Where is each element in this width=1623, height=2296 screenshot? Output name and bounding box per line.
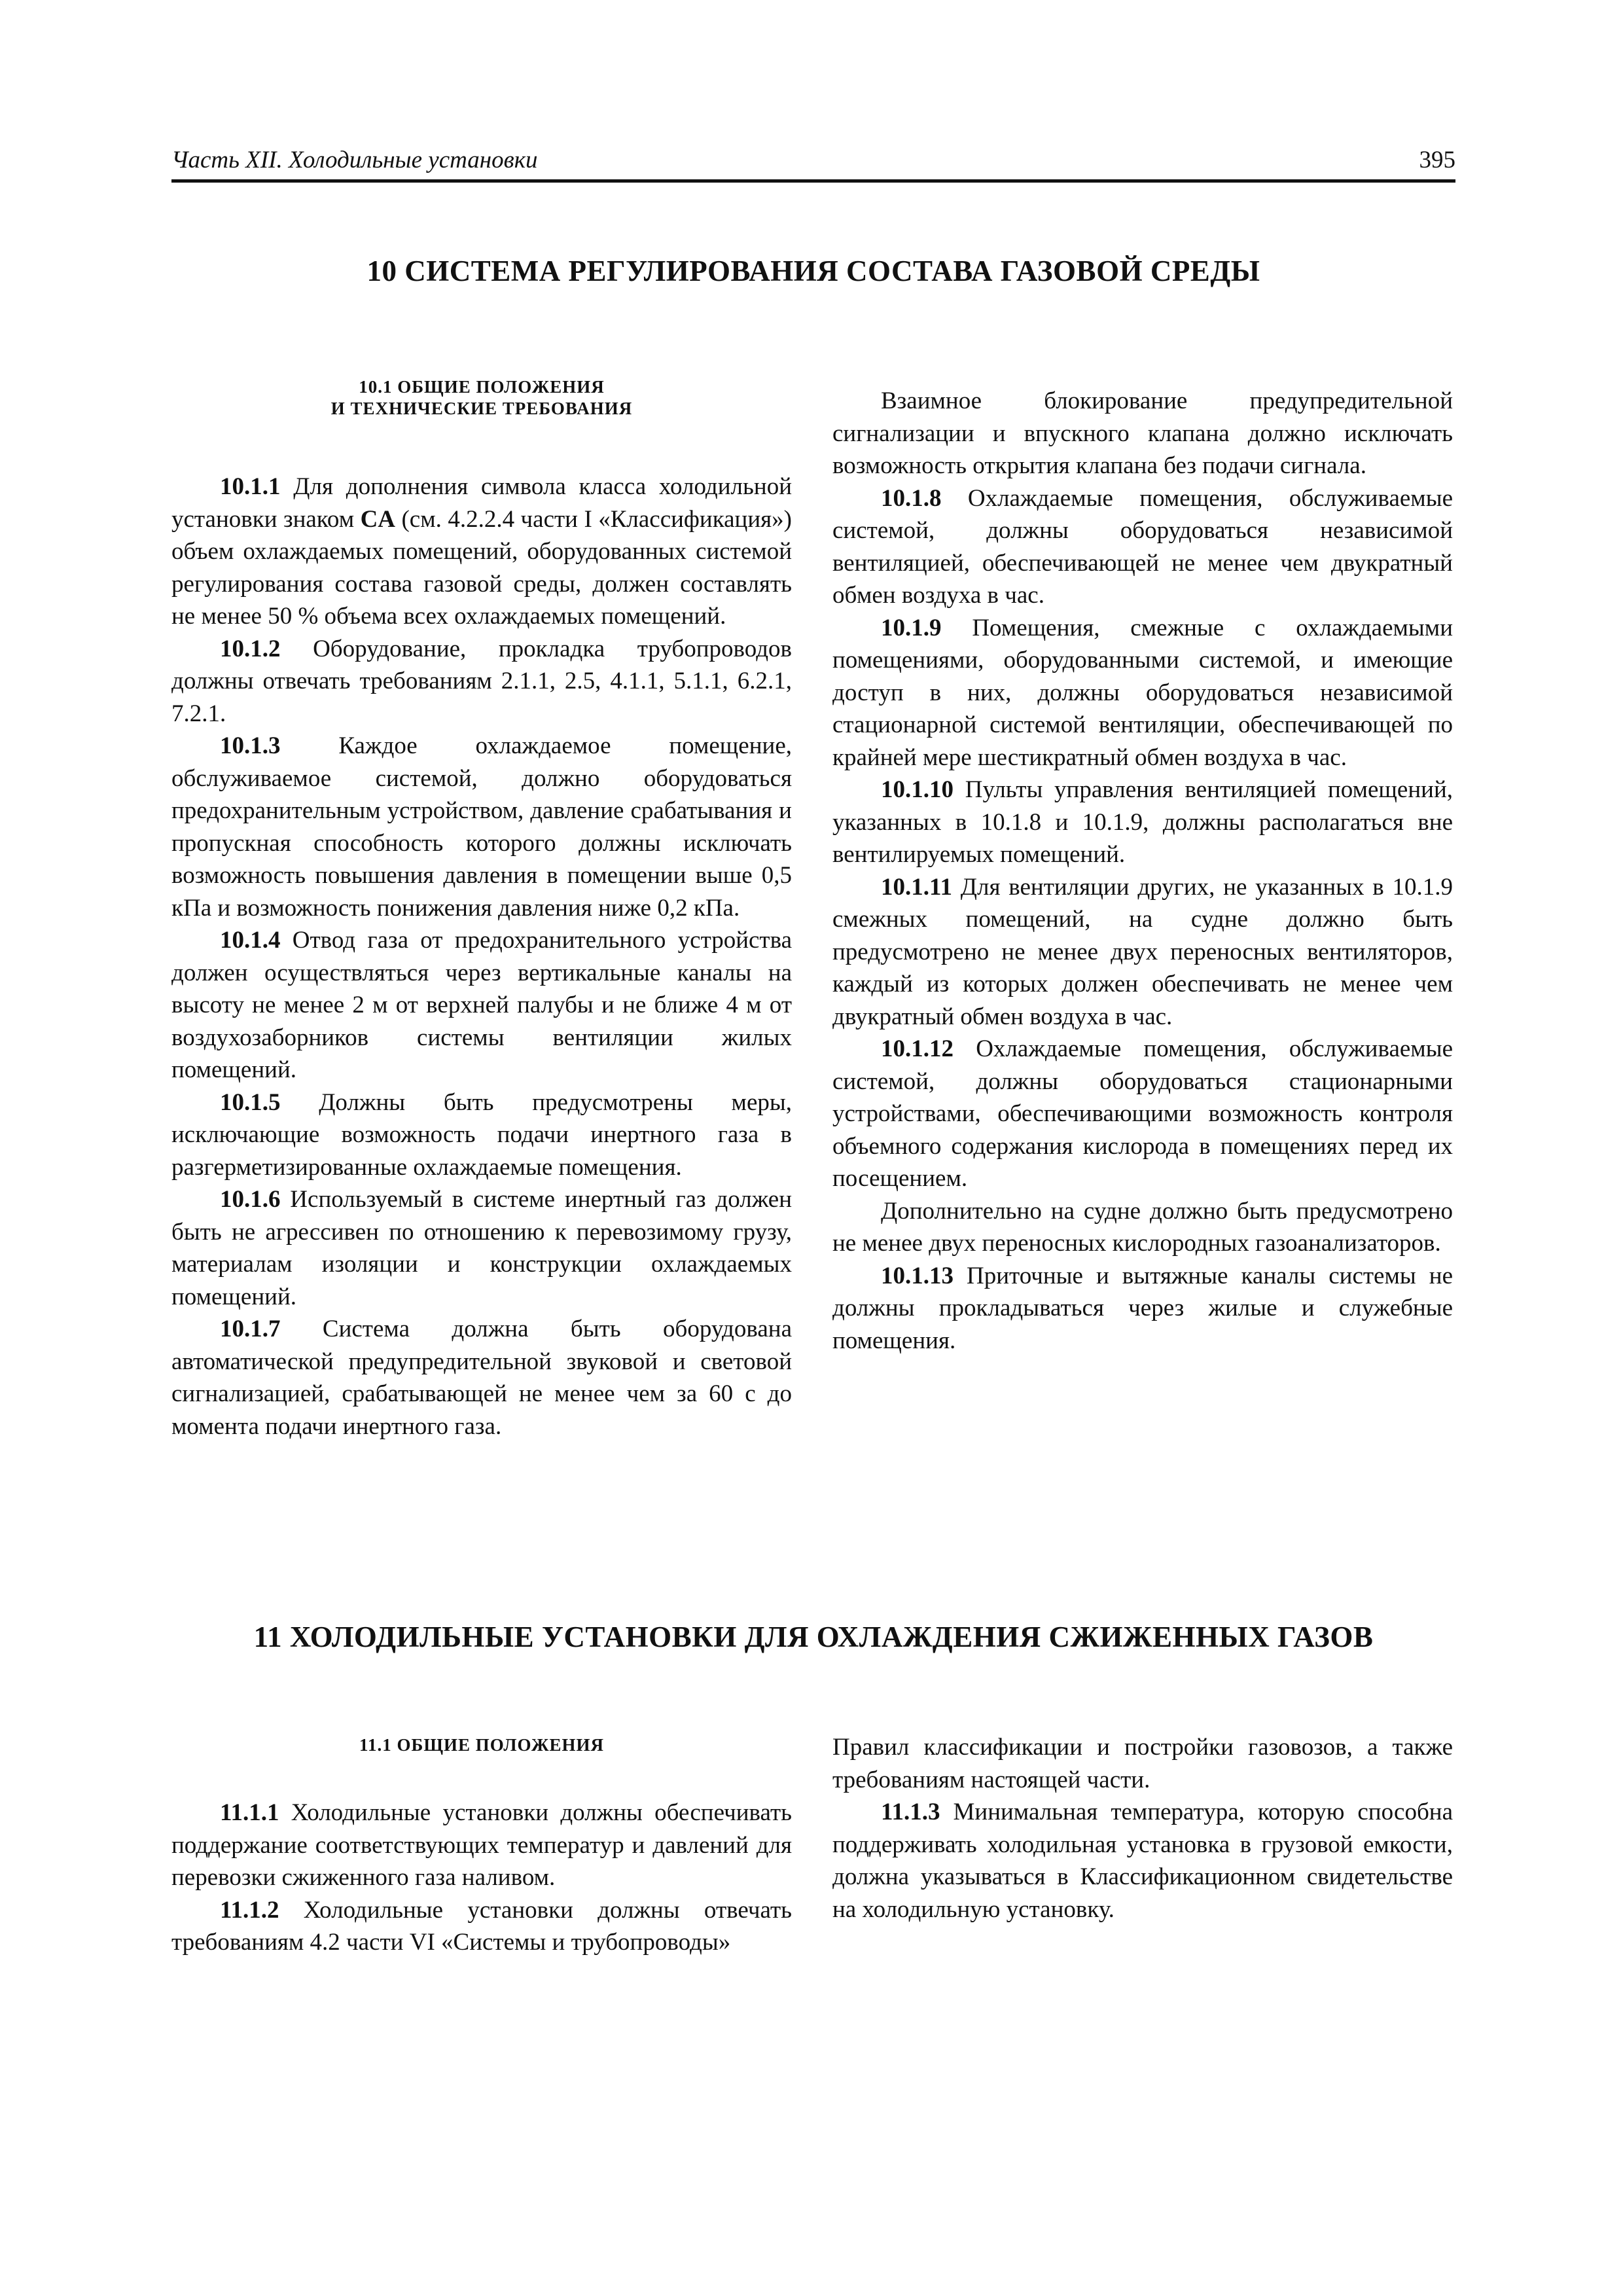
clause-number: 10.1.13: [881, 1262, 954, 1289]
section-11-right-column: [832, 1731, 1453, 1926]
section-11-title: 11 ХОЛОДИЛЬНЫЕ УСТАНОВКИ ДЛЯ ОХЛАЖДЕНИЯ СЖИЖЕННЫХ ГАЗОВ: [253, 1621, 1374, 1653]
paragraph-10-1-7: 10.1.7 Система должна быть оборудована автоматической предупредительной звуковой и световой сигнализацией, срабатывающей не менее чем за 60 с до момента подачи инертного газа.: [171, 1316, 792, 1440]
clause-number: 10.1.9: [881, 614, 942, 641]
running-title: Часть XII. Холодильные установки: [171, 147, 538, 173]
clause-number: 11.1.3: [881, 1799, 940, 1825]
paragraph-10-1-6: 10.1.6 Используемый в системе инертный газ должен быть не агрессивен по отношению к перевозимому грузу, материалам изоляции и конструкции охлаждаемых помещений.: [171, 1186, 792, 1310]
subsection-11-1-title: 11.1 ОБЩИЕ ПОЛОЖЕНИЯ: [359, 1735, 605, 1755]
clause-number: 10.1.4: [220, 927, 281, 954]
subsection-10-1-title-line2: И ТЕХНИЧЕСКИЕ ТРЕБОВАНИЯ: [330, 399, 633, 418]
section-11-left-column: [171, 1734, 792, 1959]
paragraph-10-1-9: 10.1.9 Помещения, смежные с охлаждаемыми помещениями, оборудованными системой, и имеющие доступ в них, должны оборудоваться независимой стационарной системой вентиляции, обеспечивающей по крайней мере шестикратный обмен воздуха в час.: [832, 614, 1453, 771]
clause-number: 10.1.11: [881, 873, 952, 901]
section-10-title: 10 СИСТЕМА РЕГУЛИРОВАНИЯ СОСТАВА ГАЗОВОЙ СРЕДЫ: [366, 255, 1260, 287]
paragraph-10-1-10: 10.1.10 Пульты управления вентиляцией помещений, указанных в 10.1.8 и 10.1.9, должны располагаться вне вентилируемых помещений.: [832, 776, 1453, 868]
page-number: 395: [1419, 147, 1455, 173]
running-header: [171, 139, 1455, 183]
clause-number: 10.1.5: [220, 1088, 281, 1116]
paragraph-10-1-11: 10.1.11 Для вентиляции других, не указанных в 10.1.9 смежных помещений, на судне должно быть предусмотрено не менее двух переносных вентиляторов, каждый из которых должен обеспечивать не менее чем двукратный обмен воздуха в час.: [832, 873, 1453, 1030]
paragraph-10-1-7-continued: Взаимное блокирование предупредительной сигнализации и впускного клапана должно исключать возможность открытия клапана без подачи сигнала.: [832, 387, 1453, 479]
clause-number: 10.1.3: [220, 732, 281, 759]
clause-number: 10.1.8: [881, 484, 942, 512]
clause-number: 10.1.7: [220, 1316, 281, 1342]
subsection-10-1-title: [171, 376, 792, 420]
paragraph-10-1-12: 10.1.12 Охлаждаемые помещения, обслуживаемые системой, должны оборудоваться стационарными устройствами, обеспечивающими возможность контроля объемного содержания кислорода в помещениях перед их посещением.: [832, 1035, 1453, 1192]
paragraph-10-1-4: 10.1.4 Отвод газа от предохранительного устройства должен осуществляться через вертикальные каналы на высоту не менее 2 м от верхней палубы и не ближе 4 м от воздухозаборников системы вентиляции жилых помещений.: [171, 927, 792, 1083]
clause-number: 10.1.12: [881, 1035, 954, 1062]
paragraph-10-1-13: 10.1.13 Приточные и вытяжные каналы системы не должны прокладываться через жилые и служебные помещения.: [832, 1262, 1453, 1354]
paragraph-10-1-3: 10.1.3 Каждое охлаждаемое помещение, обслуживаемое системой, должно оборудоваться предохранительным устройством, давление срабатывания и пропускная способность которого должны исключать возможность повышения давления в помещении выше 0,5 кПа и возможность понижения давления ниже 0,2 кПа.: [171, 732, 792, 922]
paragraph-11-1-3: 11.1.3 Минимальная температура, которую способна поддерживать холодильная установка в грузовой емкости, должна указываться в Классификационном свидетельстве на холодильную установку.: [832, 1799, 1453, 1923]
paragraph-10-1-12-continued: Дополнительно на судне должно быть предусмотрено не менее двух переносных кислородных газоанализаторов.: [832, 1197, 1453, 1257]
clause-number: 10.1.2: [220, 635, 281, 662]
paragraph-11-1-2-continued: Правил классификации и постройки газовозов, а также требованиям настоящей части.: [832, 1734, 1453, 1793]
clause-number: 10.1.1: [220, 473, 281, 500]
section-10-right-column: [832, 385, 1453, 1357]
clause-number: 11.1.1: [220, 1799, 279, 1826]
section-10-left-column: [171, 376, 792, 1443]
clause-number: 11.1.2: [220, 1896, 279, 1924]
clause-number: 10.1.6: [220, 1186, 281, 1213]
paragraph-11-1-1: 11.1.1 Холодильные установки должны обеспечивать поддержание соответствующих температур и давлений для перевозки сжиженного газа наливом.: [171, 1799, 792, 1891]
paragraph-11-1-2: 11.1.2 Холодильные установки должны отвечать требованиям 4.2 части VI «Системы и трубопроводы»: [171, 1896, 792, 1956]
paragraph-10-1-5: 10.1.5 Должны быть предусмотрены меры, исключающие возможность подачи инертного газа в разгерметизированные охлаждаемые помещения.: [171, 1088, 792, 1181]
paragraph-10-1-1: 10.1.1 Для дополнения символа класса холодильной установки знаком CA (см. 4.2.2.4 части I «Классификация») объем охлаждаемых помещений, оборудованных системой регулирования состава газовой среды, должен составлять не менее 50 % объема всех охлаждаемых помещений.: [171, 473, 792, 630]
paragraph-10-1-2: 10.1.2 Оборудование, прокладка трубопроводов должны отвечать требованиям 2.1.1, 2.5, 4.1.1, 5.1.1, 6.2.1, 7.2.1.: [171, 635, 792, 727]
class-mark: CA: [360, 505, 396, 533]
clause-number: 10.1.10: [881, 776, 954, 803]
paragraph-10-1-8: 10.1.8 Охлаждаемые помещения, обслуживаемые системой, должны оборудоваться независимой вентиляцией, обеспечивающей не менее чем двукратный обмен воздуха в час.: [832, 484, 1453, 609]
subsection-10-1-title-line1: 10.1 ОБЩИЕ ПОЛОЖЕНИЯ: [359, 377, 605, 397]
